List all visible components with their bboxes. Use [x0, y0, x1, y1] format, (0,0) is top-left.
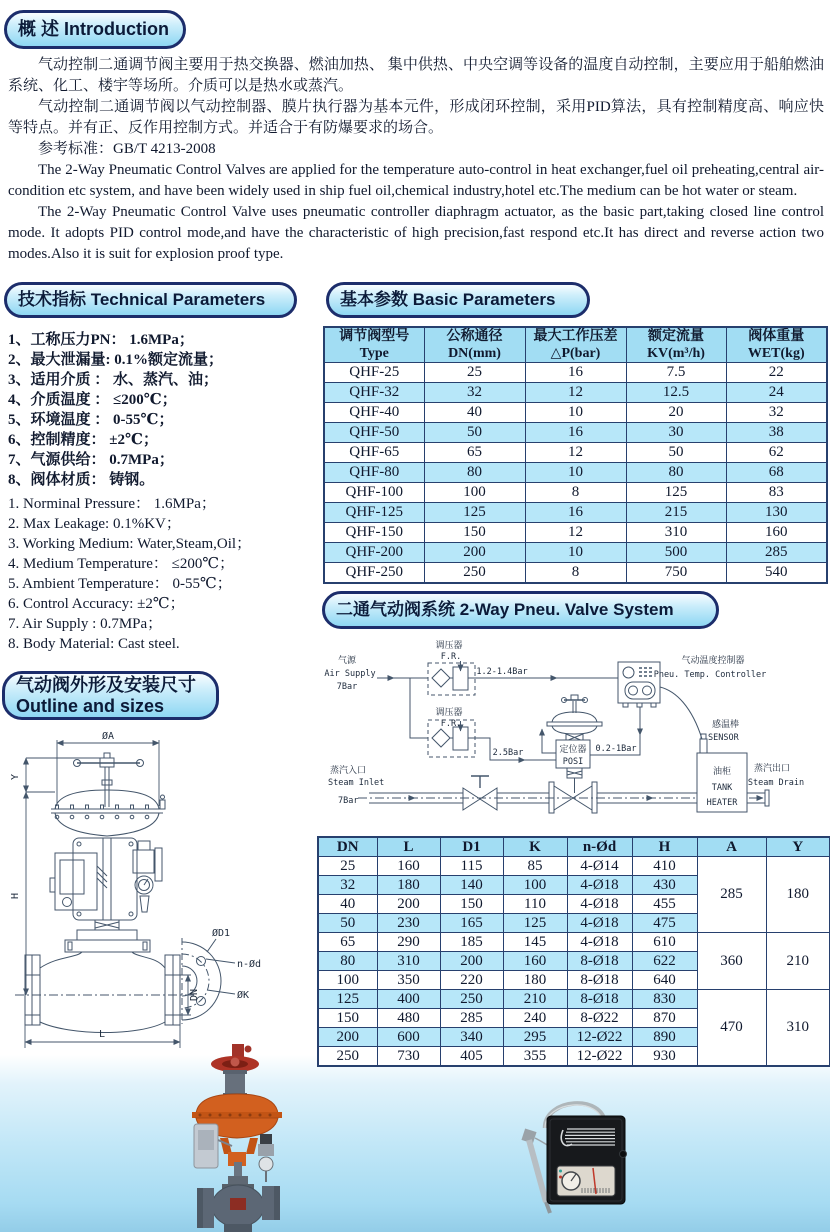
basic-value-cell: 16 — [525, 363, 626, 383]
steam-inlet-pressure: 7Bar — [338, 796, 359, 806]
basic-value-cell: 40 — [424, 403, 525, 423]
basic-table-row — [324, 403, 827, 423]
line1-pressure: 1.2-1.4Bar — [476, 667, 528, 677]
dimension-value-cell: 65 — [318, 933, 377, 952]
dimension-value-cell: 32 — [318, 876, 377, 895]
basic-value-cell: 16 — [525, 423, 626, 443]
dimension-value-cell: 8-Ø18 — [567, 971, 632, 990]
intro-reference-standard: 参考标准：GB/T 4213-2008 — [38, 141, 216, 157]
dim-label-k: ØK — [237, 990, 250, 1001]
basic-table-header-cell: 额定流量 KV(m³/h) — [626, 327, 726, 363]
basic-value-cell: 200 — [424, 543, 525, 563]
controller-label-cn: 气动温度控制器 — [681, 655, 745, 665]
dimension-value-cell: 12-Ø22 — [567, 1028, 632, 1047]
dimension-value-cell: 160 — [503, 952, 567, 971]
basic-value-cell: 80 — [626, 463, 726, 483]
basic-value-cell: 80 — [424, 463, 525, 483]
basic-table-row — [324, 463, 827, 483]
tech-item-en: 1. Norminal Pressure： 1.6MPa； — [8, 496, 216, 512]
dimension-table-row — [318, 857, 830, 876]
dimension-header-cell: D1 — [440, 837, 503, 857]
dimension-header-cell: DN — [318, 837, 377, 857]
dimension-value-cell: 890 — [632, 1028, 697, 1047]
section-title-outline-cn: 气动阀外形及安装尺寸 — [16, 674, 196, 695]
basic-table-row — [324, 423, 827, 443]
intro-paragraph-en-2: The 2-Way Pneumatic Control Valve uses pneumatic controller diaphragm actuator, as the basic part,taking closed line control mode. It adopts PID control mode,and have the characteristic of high precision,fast respond etc.It has direct and reverse action two modes.Also it is suit for explosion proof type. — [8, 204, 824, 262]
dimension-value-cell: 622 — [632, 952, 697, 971]
dimension-value-cell: 25 — [318, 857, 377, 876]
dimension-value-cell: 4-Ø18 — [567, 933, 632, 952]
fr1-label-en: F.R. — [440, 652, 462, 662]
dimension-value-cell: 455 — [632, 895, 697, 914]
air-supply-pressure: 7Bar — [336, 682, 358, 692]
valve-system-diagram — [320, 635, 830, 835]
tank-label-cn: 油柜 — [712, 766, 732, 776]
intro-paragraph-cn-1: 气动控制二通调节阀主要用于热交换器、燃油加热、 集中供热、中央空调等设备的温度自动控制，主要应用于船舶燃油系统、化工、楼宇等场所。介质可以是热水或蒸汽。 — [8, 57, 824, 94]
tech-item-cn: 1、工称压力PN： 1.6MPa； — [8, 332, 194, 348]
fr1-label-cn: 调压器 — [435, 640, 463, 650]
controller-label-en: Pneu. Temp. Controller — [653, 670, 767, 680]
dimension-value-cell: 125 — [503, 914, 567, 933]
dim-label-d1: ØD1 — [212, 928, 231, 939]
dimension-value-cell: 40 — [318, 895, 377, 914]
group-a-cell: 360 — [697, 933, 766, 990]
dimension-table-row — [318, 933, 830, 952]
steam-drain-label-cn: 蒸汽出口 — [753, 763, 791, 773]
basic-value-cell: 125 — [626, 483, 726, 503]
introduction-text — [8, 55, 824, 265]
dimension-value-cell: 140 — [440, 876, 503, 895]
dimension-value-cell: 115 — [440, 857, 503, 876]
positioner-label-en: POSI — [562, 757, 584, 767]
section-header-technical-parameters — [4, 282, 297, 318]
valve-type-cell: QHF-100 — [324, 483, 424, 503]
valve-type-cell: QHF-50 — [324, 423, 424, 443]
tech-list-en — [8, 494, 320, 654]
dim-label-h: H — [10, 892, 21, 900]
basic-value-cell: 20 — [626, 403, 726, 423]
dimension-value-cell: 100 — [503, 876, 567, 895]
basic-table-row — [324, 483, 827, 503]
fr2-label-cn: 调压器 — [435, 707, 463, 717]
basic-value-cell: 32 — [424, 383, 525, 403]
dimension-value-cell: 930 — [632, 1047, 697, 1067]
dimension-value-cell: 4-Ø18 — [567, 895, 632, 914]
basic-value-cell: 25 — [424, 363, 525, 383]
dimension-value-cell: 230 — [377, 914, 440, 933]
dimension-value-cell: 8-Ø18 — [567, 990, 632, 1009]
dimension-table — [317, 836, 830, 1067]
dimension-value-cell: 240 — [503, 1009, 567, 1028]
dimension-value-cell: 110 — [503, 895, 567, 914]
basic-value-cell: 500 — [626, 543, 726, 563]
dimension-value-cell: 600 — [377, 1028, 440, 1047]
basic-value-cell: 10 — [525, 463, 626, 483]
basic-table-row — [324, 523, 827, 543]
dim-label-y: Y — [10, 773, 21, 781]
valve-photo-art — [192, 1044, 282, 1232]
tech-item-cn: 8、阀体材质： 铸钢。 — [8, 472, 155, 488]
basic-value-cell: 24 — [726, 383, 827, 403]
tech-item-en: 3. Working Medium: Water,Steam,Oil； — [8, 536, 252, 552]
dimension-value-cell: 180 — [377, 876, 440, 895]
basic-value-cell: 12 — [525, 443, 626, 463]
basic-table-row — [324, 543, 827, 563]
dimension-table-row — [318, 990, 830, 1009]
dimension-value-cell: 285 — [440, 1009, 503, 1028]
tech-item-cn: 4、介质温度 ： ≤200℃； — [8, 392, 177, 408]
dimension-table-head-row — [318, 837, 830, 857]
basic-table-header-cell: 公称通径 DN(mm) — [424, 327, 525, 363]
tech-list-cn — [8, 330, 320, 490]
valve-type-cell: QHF-40 — [324, 403, 424, 423]
dimension-header-cell: n-Ød — [567, 837, 632, 857]
section-title-outline-en: Outline and sizes — [16, 695, 165, 716]
dimension-value-cell: 220 — [440, 971, 503, 990]
dimension-value-cell: 200 — [318, 1028, 377, 1047]
basic-parameters-table — [323, 326, 828, 584]
basic-table-head-row — [324, 327, 827, 363]
tech-item-cn: 3、适用介质 ： 水、蒸汽、油； — [8, 372, 219, 388]
tank-label-en2: HEATER — [706, 798, 738, 808]
dimension-value-cell: 185 — [440, 933, 503, 952]
valve-type-cell: QHF-200 — [324, 543, 424, 563]
group-y-cell: 180 — [766, 857, 830, 933]
basic-value-cell: 10 — [525, 403, 626, 423]
basic-value-cell: 10 — [525, 543, 626, 563]
basic-value-cell: 38 — [726, 423, 827, 443]
section-header-basic-parameters — [326, 282, 590, 318]
basic-table-row — [324, 383, 827, 403]
dim-label-oa: ØA — [101, 731, 115, 742]
group-a-cell: 285 — [697, 857, 766, 933]
dimension-value-cell: 210 — [503, 990, 567, 1009]
tech-item-cn: 7、气源供给： 0.7MPa； — [8, 452, 174, 468]
dimension-value-cell: 410 — [632, 857, 697, 876]
line2-pressure: 2.5Bar — [492, 748, 524, 758]
tech-item-en: 7. Air Supply : 0.7MPa； — [8, 616, 163, 632]
dimension-value-cell: 80 — [318, 952, 377, 971]
dimension-value-cell: 430 — [632, 876, 697, 895]
controller-product-photo — [515, 1090, 635, 1220]
intro-paragraph-en-1: The 2-Way Pneumatic Control Valves are applied for the temperature auto-control in heat exchanger,fuel oil preheating,central air-condition etc system, and have been widely used in ship fuel oil,chemical industry,hotel etc.The medium can be hot water or steam. — [8, 162, 824, 199]
dimension-value-cell: 730 — [377, 1047, 440, 1067]
basic-value-cell: 100 — [424, 483, 525, 503]
dimension-value-cell: 355 — [503, 1047, 567, 1067]
basic-value-cell: 250 — [424, 563, 525, 584]
basic-value-cell: 130 — [726, 503, 827, 523]
positioner-label-cn: 定位器 — [559, 744, 587, 754]
dimension-header-cell: H — [632, 837, 697, 857]
basic-value-cell: 62 — [726, 443, 827, 463]
dimension-value-cell: 480 — [377, 1009, 440, 1028]
dimension-value-cell: 870 — [632, 1009, 697, 1028]
dimension-value-cell: 340 — [440, 1028, 503, 1047]
dimension-value-cell: 640 — [632, 971, 697, 990]
tech-item-en: 2. Max Leakage: 0.1%KV； — [8, 516, 181, 532]
tech-item-cn: 6、控制精度： ±2℃； — [8, 432, 158, 448]
air-supply-label-cn: 气源 — [337, 655, 357, 665]
dimension-value-cell: 310 — [377, 952, 440, 971]
bottom-photo-band — [0, 1055, 830, 1232]
basic-value-cell: 22 — [726, 363, 827, 383]
basic-value-cell: 310 — [626, 523, 726, 543]
basic-value-cell: 215 — [626, 503, 726, 523]
dimension-value-cell: 830 — [632, 990, 697, 1009]
basic-value-cell: 7.5 — [626, 363, 726, 383]
section-header-outline — [2, 671, 219, 720]
dimension-value-cell: 150 — [318, 1009, 377, 1028]
sensor-label-cn: 感温棒 — [712, 719, 740, 729]
valve-type-cell: QHF-125 — [324, 503, 424, 523]
dimension-value-cell: 160 — [377, 857, 440, 876]
basic-value-cell: 50 — [424, 423, 525, 443]
dimension-value-cell: 100 — [318, 971, 377, 990]
dimension-value-cell: 290 — [377, 933, 440, 952]
dimension-table-body — [318, 857, 830, 1067]
tech-item-en: 4. Medium Temperature： ≤200℃； — [8, 556, 235, 572]
basic-value-cell: 750 — [626, 563, 726, 584]
valve-type-cell: QHF-25 — [324, 363, 424, 383]
basic-table-row — [324, 503, 827, 523]
dimension-value-cell: 50 — [318, 914, 377, 933]
basic-value-cell: 125 — [424, 503, 525, 523]
dimension-value-cell: 200 — [440, 952, 503, 971]
basic-table-row — [324, 363, 827, 383]
tech-item-en: 6. Control Accuracy: ±2℃； — [8, 596, 185, 612]
basic-value-cell: 8 — [525, 483, 626, 503]
basic-value-cell: 32 — [726, 403, 827, 423]
basic-value-cell: 65 — [424, 443, 525, 463]
outline-dimension-drawing — [10, 728, 315, 1058]
dimension-header-cell: A — [697, 837, 766, 857]
basic-value-cell: 8 — [525, 563, 626, 584]
group-y-cell: 210 — [766, 933, 830, 990]
dimension-value-cell: 165 — [440, 914, 503, 933]
dimension-value-cell: 250 — [440, 990, 503, 1009]
section-header-valve-system — [322, 591, 719, 629]
tech-item-en: 8. Body Material: Cast steel. — [8, 636, 180, 652]
basic-value-cell: 285 — [726, 543, 827, 563]
basic-table-row — [324, 563, 827, 584]
section-header-introduction — [4, 10, 186, 49]
dimension-value-cell: 145 — [503, 933, 567, 952]
fr2-label-en: F.R. — [440, 719, 462, 729]
dimension-value-cell: 295 — [503, 1028, 567, 1047]
tech-item-cn: 2、最大泄漏量: 0.1%额定流量； — [8, 352, 223, 368]
valve-product-photo — [188, 1042, 288, 1232]
signal-pressure: 0.2-1Bar — [595, 744, 637, 754]
section-title-introduction: 概 述 Introduction — [18, 19, 169, 40]
dimension-value-cell: 405 — [440, 1047, 503, 1067]
dimension-value-cell: 4-Ø18 — [567, 914, 632, 933]
section-title-technical-parameters: 技术指标 Technical Parameters — [18, 290, 266, 310]
dimension-value-cell: 4-Ø18 — [567, 876, 632, 895]
dimension-value-cell: 400 — [377, 990, 440, 1009]
dim-label-l: L — [98, 1029, 106, 1040]
dimension-value-cell: 180 — [503, 971, 567, 990]
dim-label-nd: n-Ød — [237, 959, 262, 970]
dimension-value-cell: 125 — [318, 990, 377, 1009]
basic-value-cell: 50 — [626, 443, 726, 463]
basic-value-cell: 12.5 — [626, 383, 726, 403]
basic-value-cell: 12 — [525, 523, 626, 543]
tech-item-en: 5. Ambient Temperature： 0-55℃； — [8, 576, 232, 592]
basic-table-header-cell: 最大工作压差 △P(bar) — [525, 327, 626, 363]
dimension-value-cell: 150 — [440, 895, 503, 914]
dimension-value-cell: 8-Ø22 — [567, 1009, 632, 1028]
dimension-value-cell: 12-Ø22 — [567, 1047, 632, 1067]
tech-item-cn: 5、环境温度 ： 0-55℃； — [8, 412, 174, 428]
section-title-basic-parameters: 基本参数 Basic Parameters — [340, 290, 556, 310]
dimension-header-cell: Y — [766, 837, 830, 857]
dimension-value-cell: 475 — [632, 914, 697, 933]
dimension-value-cell: 85 — [503, 857, 567, 876]
valve-type-cell: QHF-250 — [324, 563, 424, 584]
basic-value-cell: 12 — [525, 383, 626, 403]
sensor-label-en: SENSOR — [708, 733, 739, 743]
section-title-valve-system: 二通气动阀系统 2-Way Pneu. Valve System — [336, 600, 674, 620]
steam-drain-label-en: Steam Drain — [747, 778, 805, 788]
dimension-value-cell: 8-Ø18 — [567, 952, 632, 971]
basic-value-cell: 150 — [424, 523, 525, 543]
group-y-cell: 310 — [766, 990, 830, 1067]
basic-table-body — [324, 363, 827, 584]
valve-type-cell: QHF-32 — [324, 383, 424, 403]
group-a-cell: 470 — [697, 990, 766, 1067]
basic-value-cell: 30 — [626, 423, 726, 443]
tank-label-en1: TANK — [711, 783, 733, 793]
dimension-header-cell: L — [377, 837, 440, 857]
air-supply-label-en: Air Supply — [324, 669, 376, 679]
basic-value-cell: 540 — [726, 563, 827, 584]
steam-inlet-label-cn: 蒸汽入口 — [330, 765, 367, 775]
basic-table-row — [324, 443, 827, 463]
basic-value-cell: 160 — [726, 523, 827, 543]
valve-type-cell: QHF-65 — [324, 443, 424, 463]
dimension-value-cell: 200 — [377, 895, 440, 914]
dimension-value-cell: 4-Ø14 — [567, 857, 632, 876]
basic-value-cell: 83 — [726, 483, 827, 503]
dim-label-dn: DN — [189, 988, 200, 1002]
dimension-value-cell: 350 — [377, 971, 440, 990]
controller-photo-art — [521, 1103, 626, 1213]
dimension-header-cell: K — [503, 837, 567, 857]
basic-table-header-cell: 阀体重量 WET(kg) — [726, 327, 827, 363]
steam-inlet-label-en: Steam Inlet — [328, 778, 385, 788]
basic-value-cell: 16 — [525, 503, 626, 523]
dimension-value-cell: 610 — [632, 933, 697, 952]
valve-type-cell: QHF-80 — [324, 463, 424, 483]
dimension-value-cell: 250 — [318, 1047, 377, 1067]
basic-value-cell: 68 — [726, 463, 827, 483]
valve-type-cell: QHF-150 — [324, 523, 424, 543]
intro-paragraph-cn-2: 气动控制二通调节阀以气动控制器、膜片执行器为基本元件，形成闭环控制，采用PID算法，具有控制精度高、响应快等特点。并有正、反作用控制方式。并适合于有防爆要求的场合。 — [8, 99, 824, 136]
basic-table-header-cell: 调节阀型号 Type — [324, 327, 424, 363]
